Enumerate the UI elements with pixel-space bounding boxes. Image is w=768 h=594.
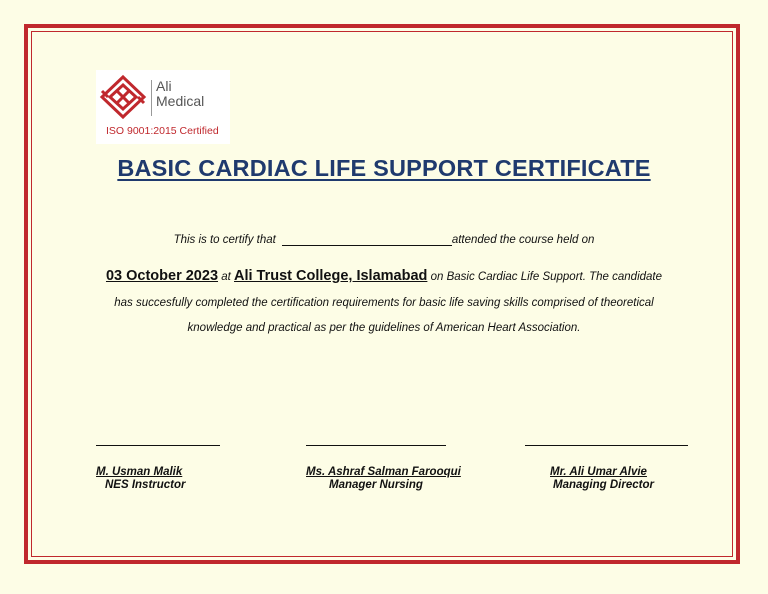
- logo-divider: [151, 80, 152, 116]
- signatory-name: Mr. Ali Umar Alvie: [550, 466, 647, 478]
- ali-medical-logo-icon: [98, 74, 148, 120]
- certify-line: This is to certify that attended the course held on: [173, 234, 595, 246]
- signatory-role: NES Instructor: [105, 479, 186, 491]
- signatory-name: M. Usman Malik: [96, 466, 183, 478]
- signatory-1: [96, 466, 186, 491]
- signatory-role: Managing Director: [553, 479, 654, 491]
- signatory-role: Manager Nursing: [329, 479, 423, 491]
- certificate-title: BASIC CARDIAC LIFE SUPPORT CERTIFICATE: [117, 155, 651, 181]
- logo-name: Ali Medical: [156, 78, 205, 109]
- signatory-name: Ms. Ashraf Salman Farooqui: [306, 466, 461, 478]
- iso-certification-text: ISO 9001:2015 Certified: [106, 125, 219, 137]
- company-logo: [96, 70, 230, 144]
- course-venue: Ali Trust College, Islamabad: [234, 268, 428, 284]
- signatory-2: [306, 466, 461, 491]
- signatory-3: [550, 466, 654, 491]
- course-date: 03 October 2023: [105, 268, 219, 284]
- completion-text-line-1: has succesfully completed the certification requirements for basic life saving skills comprised of theoretical: [114, 297, 654, 309]
- completion-text-line-2: knowledge and practical as per the guidelines of American Heart Association.: [187, 322, 581, 334]
- signature-line-2: [306, 445, 446, 446]
- course-details-line: 03 October 2023 at Ali Trust College, Islamabad on Basic Cardiac Life Support. The candidate: [105, 268, 663, 284]
- signature-line-1: [96, 445, 220, 446]
- candidate-name-blank: [282, 233, 452, 246]
- signature-line-3: [525, 445, 688, 446]
